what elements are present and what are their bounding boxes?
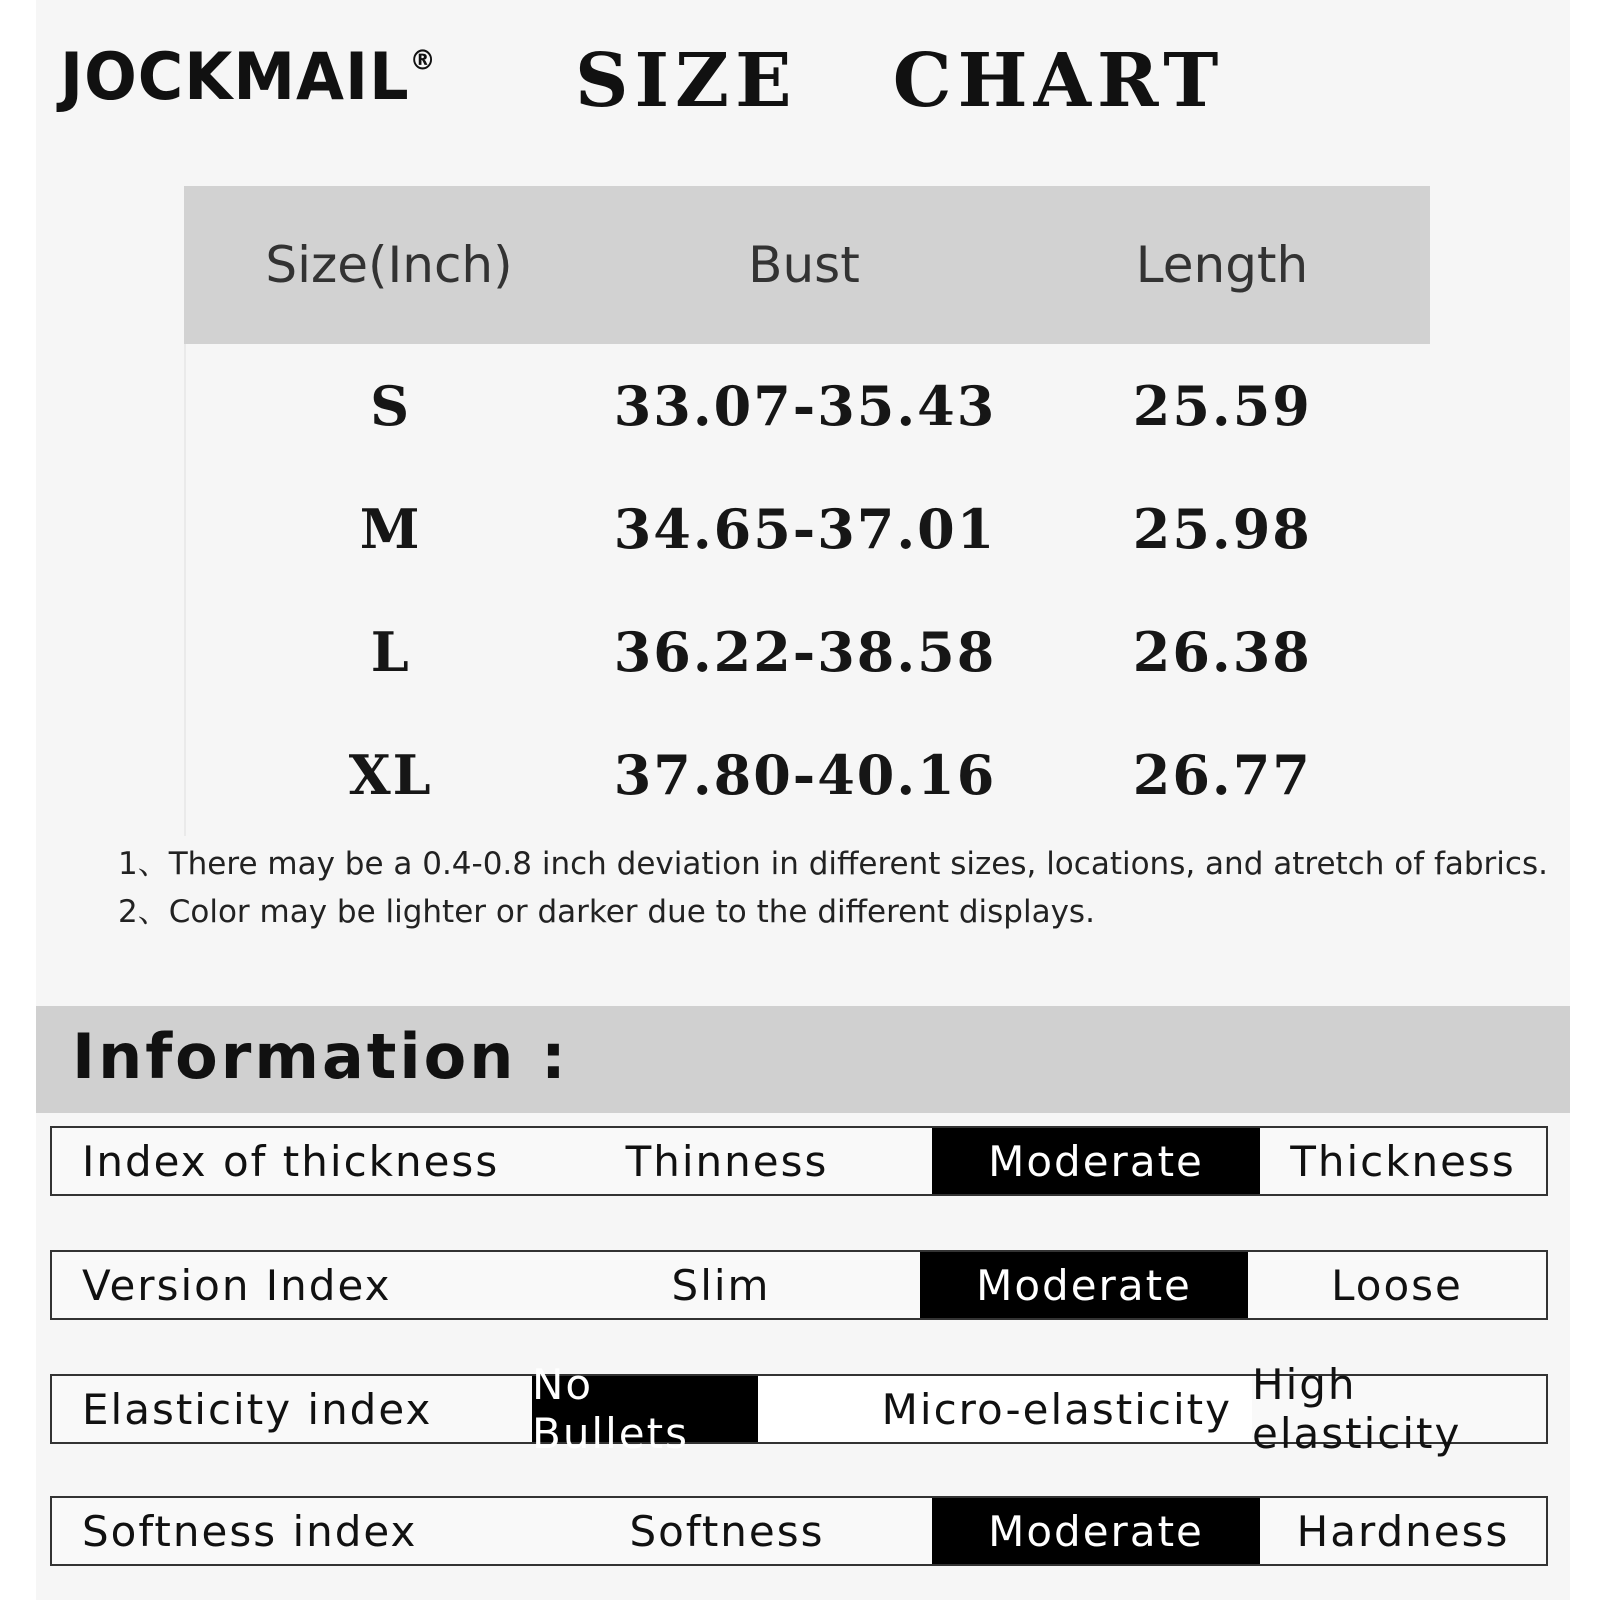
info-row-version <box>50 1250 1548 1320</box>
info-option: High elasticity <box>1252 1360 1462 1458</box>
brand-logo <box>60 38 437 115</box>
header-bust: Bust <box>748 236 860 294</box>
info-row-softness <box>50 1496 1548 1566</box>
info-option-selected: Moderate <box>920 1252 1248 1318</box>
info-label: Version Index <box>82 1260 392 1310</box>
info-row-elasticity <box>50 1360 1548 1458</box>
size-notes <box>118 840 1548 936</box>
information-header <box>36 1006 1570 1113</box>
info-option: Softness <box>629 1506 825 1556</box>
info-option-selected: No Bullets <box>532 1376 758 1442</box>
table-header <box>184 186 1430 344</box>
info-option-selected: Moderate <box>932 1498 1260 1564</box>
info-option: Thinness <box>625 1136 829 1186</box>
size-table <box>184 186 1430 836</box>
info-option: Thickness <box>1290 1136 1516 1186</box>
cell-bust: 34.65-37.01 <box>613 496 997 561</box>
info-option: Loose <box>1331 1260 1463 1310</box>
cell-bust: 33.07-35.43 <box>613 373 997 438</box>
info-option-selected: Moderate <box>932 1128 1260 1194</box>
info-label: Index of thickness <box>82 1136 500 1186</box>
cell-size: XL <box>348 742 433 807</box>
info-row-thickness <box>50 1126 1548 1196</box>
cell-length: 25.98 <box>1132 496 1312 561</box>
header-length: Length <box>1135 236 1309 294</box>
page-title: SIZE CHART <box>575 38 1225 124</box>
table-row <box>186 467 1430 590</box>
cell-length: 26.38 <box>1132 619 1312 684</box>
cell-bust: 37.80-40.16 <box>613 742 997 807</box>
cell-bust: 36.22-38.58 <box>613 619 997 684</box>
cell-size: S <box>370 373 412 438</box>
table-row <box>186 590 1430 713</box>
cell-size: M <box>359 496 422 561</box>
info-option: Hardness <box>1296 1506 1510 1556</box>
cell-length: 26.77 <box>1132 742 1312 807</box>
information-title: Information : <box>72 1020 569 1093</box>
table-body <box>184 344 1430 836</box>
info-option: Micro-elasticity <box>758 1376 1252 1442</box>
info-label: Softness index <box>82 1506 418 1556</box>
cell-length: 25.59 <box>1132 373 1312 438</box>
info-option: Slim <box>671 1260 771 1310</box>
table-row <box>186 344 1430 467</box>
table-row <box>186 713 1430 836</box>
registered-mark: ® <box>409 45 437 78</box>
header-size: Size(Inch) <box>265 236 513 294</box>
info-label: Elasticity index <box>82 1384 433 1434</box>
note-item: 1、There may be a 0.4-0.8 inch deviation in different sizes, locations, and atretch of fabrics. <box>118 846 1548 882</box>
note-item: 2、Color may be lighter or darker due to the different displays. <box>118 894 1095 930</box>
cell-size: L <box>370 619 411 684</box>
brand-name: JOCKMAIL <box>60 38 410 115</box>
